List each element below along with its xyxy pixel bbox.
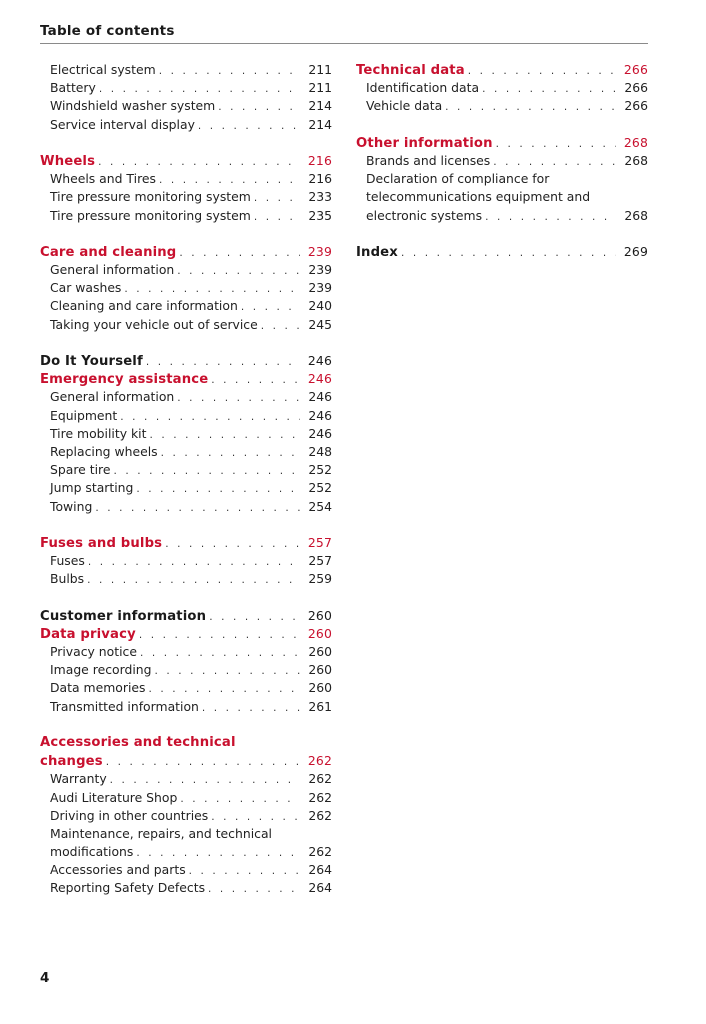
toc-entry[interactable] xyxy=(356,170,648,188)
toc-entry-label: Driving in other countries xyxy=(50,807,209,823)
toc-entry-label: Vehicle data xyxy=(366,98,443,114)
page-number: 4 xyxy=(40,970,50,986)
dot-leader xyxy=(161,444,300,462)
toc-entry-label: Transmitted information xyxy=(50,698,199,714)
toc-entry-page: 216 xyxy=(308,171,332,187)
toc-entry-page: 262 xyxy=(307,753,332,769)
toc-entry[interactable] xyxy=(40,661,332,679)
toc-entry-page: 239 xyxy=(308,262,332,278)
toc-entry-page: 257 xyxy=(308,553,332,569)
toc-section-entry[interactable] xyxy=(356,243,648,261)
toc-entry-label: Tire pressure monitoring system xyxy=(50,189,251,205)
dot-leader xyxy=(146,353,300,371)
toc-entry[interactable] xyxy=(40,789,332,807)
toc-entry-label: Technical data xyxy=(356,63,465,78)
dot-leader xyxy=(154,662,300,680)
toc-entry-label: General information xyxy=(50,262,175,278)
toc-entry-page: 262 xyxy=(308,807,332,823)
dot-leader xyxy=(88,553,300,571)
toc-entry-label: Image recording xyxy=(50,662,152,678)
toc-entry-label: Identification data xyxy=(366,80,480,96)
dot-leader xyxy=(98,153,300,171)
dot-leader xyxy=(136,844,300,862)
dot-leader xyxy=(261,317,300,335)
toc-section-entry[interactable] xyxy=(356,61,648,79)
toc-entry[interactable] xyxy=(40,643,332,661)
toc-entry-page: 254 xyxy=(308,498,332,514)
toc-entry[interactable] xyxy=(40,116,332,134)
toc-entry-label: Fuses and bulbs xyxy=(40,535,163,551)
toc-entry-page: 239 xyxy=(307,243,332,259)
toc-entry-page: 235 xyxy=(308,207,332,223)
toc-entry-label: Battery xyxy=(50,80,96,96)
dot-leader xyxy=(139,626,300,644)
toc-entry-page: 260 xyxy=(307,607,332,623)
page-title: Table of contents xyxy=(40,23,175,39)
toc-entry-page: 214 xyxy=(308,98,332,114)
toc-entry-label: Taking your vehicle out of service xyxy=(50,316,258,332)
toc-section-entry[interactable] xyxy=(40,734,332,752)
toc-entry-label: Care and cleaning xyxy=(40,244,177,260)
toc-entry-label: Declaration of compliance for xyxy=(366,171,550,187)
toc-entry-page: 246 xyxy=(308,407,332,423)
toc-entry-label: Other information xyxy=(356,135,493,151)
toc-entry-label: Wheels xyxy=(40,153,96,169)
toc-entry[interactable] xyxy=(40,207,332,225)
toc-entry[interactable] xyxy=(40,861,332,879)
dot-leader xyxy=(198,117,300,135)
toc-entry-label: Cleaning and care information xyxy=(50,298,238,314)
toc-entry-label: Audi Literature Shop xyxy=(50,789,178,805)
dot-leader xyxy=(482,80,616,98)
toc-entry[interactable] xyxy=(40,316,332,334)
dot-leader xyxy=(124,280,300,298)
page-header xyxy=(40,23,648,44)
dot-leader xyxy=(189,862,300,880)
toc-entry[interactable] xyxy=(40,279,332,297)
dot-leader xyxy=(208,880,300,898)
toc-entry-page: 211 xyxy=(308,80,332,96)
toc-entry-page: 266 xyxy=(624,80,648,96)
toc-entry-label: Service interval display xyxy=(50,116,195,132)
toc-entry-page: 239 xyxy=(308,280,332,296)
toc-entry-page: 252 xyxy=(308,462,332,478)
dot-leader xyxy=(159,62,300,80)
toc-entry-page: 214 xyxy=(308,116,332,132)
toc-section-entry[interactable] xyxy=(356,134,648,152)
toc-entry-page: 264 xyxy=(308,880,332,896)
toc-entry-label: Accessories and technical xyxy=(40,734,236,750)
toc-entry-label: Emergency assistance xyxy=(40,372,209,388)
dot-leader xyxy=(468,62,616,80)
dot-leader xyxy=(140,644,300,662)
toc-entry-label: Customer information xyxy=(40,608,207,624)
toc-entry-page: 262 xyxy=(308,789,332,805)
toc-entry[interactable] xyxy=(356,152,648,170)
dot-leader xyxy=(241,298,300,316)
toc-section-entry[interactable] xyxy=(40,534,332,552)
toc-entry[interactable] xyxy=(40,297,332,315)
dot-leader xyxy=(113,462,300,480)
toc-entry[interactable] xyxy=(356,97,648,115)
dot-leader xyxy=(496,135,616,153)
dot-leader xyxy=(106,753,300,771)
toc-entry[interactable] xyxy=(40,407,332,425)
toc-entry-label: Towing xyxy=(50,498,93,514)
dot-leader xyxy=(202,699,300,717)
toc-entry[interactable] xyxy=(40,498,332,516)
toc-entry[interactable] xyxy=(356,79,648,97)
toc-entry-label: Fuses xyxy=(50,553,85,569)
toc-entry-label: Tire mobility kit xyxy=(50,425,147,441)
dot-leader xyxy=(165,535,300,553)
dot-leader xyxy=(87,571,300,589)
toc-entry[interactable] xyxy=(40,552,332,570)
toc-entry-page: 245 xyxy=(308,316,332,332)
dot-leader xyxy=(211,371,300,389)
toc-entry[interactable] xyxy=(40,698,332,716)
toc-entry-label: Data memories xyxy=(50,680,146,696)
toc-entry[interactable] xyxy=(356,207,648,225)
dot-leader xyxy=(149,426,300,444)
dot-leader xyxy=(493,153,616,171)
dot-leader xyxy=(110,771,300,789)
toc-entry[interactable] xyxy=(40,570,332,588)
toc-entry-label: Spare tire xyxy=(50,462,111,478)
toc-entry-page: 216 xyxy=(307,152,332,168)
toc-entry-page: 261 xyxy=(308,698,332,714)
toc-entry-label: Index xyxy=(356,244,398,260)
toc-entry[interactable] xyxy=(40,443,332,461)
dot-leader xyxy=(95,499,300,517)
toc-entry[interactable] xyxy=(40,61,332,79)
toc-entry-label: Bulbs xyxy=(50,571,85,587)
toc-section-entry[interactable] xyxy=(40,607,332,625)
toc-section-entry[interactable] xyxy=(40,752,332,770)
toc-entry-label: Data privacy xyxy=(40,626,136,642)
toc-entry-page: 268 xyxy=(623,134,648,150)
toc-entry-page: 246 xyxy=(308,425,332,441)
toc-entry-page: 268 xyxy=(624,207,648,223)
toc-entry-page: 248 xyxy=(308,443,332,459)
toc-entry[interactable] xyxy=(40,79,332,97)
dot-leader xyxy=(148,680,300,698)
toc-entry-page: 262 xyxy=(308,844,332,860)
dot-leader xyxy=(209,608,300,626)
toc-entry[interactable] xyxy=(40,261,332,279)
toc-section-entry[interactable] xyxy=(40,243,332,261)
toc-entry-page: 260 xyxy=(308,680,332,696)
toc-entry-page: 257 xyxy=(307,534,332,550)
toc-entry[interactable] xyxy=(40,479,332,497)
dot-leader xyxy=(99,80,300,98)
toc-entry-page: 211 xyxy=(308,62,332,77)
toc-entry-label: Windshield washer system xyxy=(50,98,216,114)
toc-entry[interactable] xyxy=(40,461,332,479)
toc-entry-label: electronic systems xyxy=(366,207,483,223)
toc-entry[interactable] xyxy=(40,807,332,825)
toc-entry[interactable] xyxy=(40,388,332,406)
toc-entry-label: changes xyxy=(40,754,103,770)
toc-entry[interactable] xyxy=(40,188,332,206)
dot-leader xyxy=(120,408,300,426)
toc-entry[interactable] xyxy=(40,770,332,788)
toc-entry-label: Equipment xyxy=(50,407,118,423)
toc-entry-label: Tire pressure monitoring system xyxy=(50,207,251,223)
toc-entry-label: Car washes xyxy=(50,280,122,296)
dot-leader xyxy=(177,389,300,407)
toc-entry-label: Replacing wheels xyxy=(50,443,158,459)
toc-entry-page: 260 xyxy=(307,625,332,641)
toc-entry-label: General information xyxy=(50,389,175,405)
toc-entry-label: modifications xyxy=(50,844,134,860)
toc-entry-page: 266 xyxy=(624,98,648,114)
dot-leader xyxy=(159,171,300,189)
toc-entry[interactable] xyxy=(40,170,332,188)
dot-leader xyxy=(401,244,616,262)
dot-leader xyxy=(254,189,300,207)
toc-section-entry[interactable] xyxy=(40,352,332,370)
toc-entry-label: Maintenance, repairs, and technical xyxy=(50,825,272,841)
toc-entry-page: 240 xyxy=(308,298,332,314)
toc-entry-page: 260 xyxy=(308,662,332,678)
dot-leader xyxy=(180,790,300,808)
toc-entry-page: 246 xyxy=(307,371,332,387)
dot-leader xyxy=(218,98,300,116)
dot-leader xyxy=(254,208,300,226)
toc-entry-page: 260 xyxy=(308,644,332,659)
toc-entry-page: 264 xyxy=(308,862,332,878)
toc-entry-label: telecommunications equipment and xyxy=(366,189,591,205)
toc-entry-page: 269 xyxy=(623,243,648,259)
dot-leader xyxy=(485,208,616,226)
toc-entry-page: 268 xyxy=(624,152,648,168)
dot-leader xyxy=(179,244,300,262)
toc-entry-label: Jump starting xyxy=(50,480,134,496)
toc-entry[interactable] xyxy=(40,825,332,843)
toc-entry-page: 246 xyxy=(307,353,332,368)
toc-entry-page: 233 xyxy=(308,189,332,205)
toc-entry-label: Privacy notice xyxy=(50,644,137,659)
toc-entry-label: Accessories and parts xyxy=(50,862,186,878)
toc-entry-page: 259 xyxy=(308,571,332,587)
toc-entry-page: 246 xyxy=(308,389,332,405)
toc-entry[interactable] xyxy=(40,879,332,897)
toc-entry-label: Electrical system xyxy=(50,62,156,77)
toc-entry[interactable] xyxy=(40,843,332,861)
dot-leader xyxy=(211,808,300,826)
toc-right-column xyxy=(356,61,648,261)
dot-leader xyxy=(136,480,300,498)
toc-entry-page: 266 xyxy=(623,62,648,77)
toc-entry-label: Warranty xyxy=(50,771,107,787)
toc-section-entry[interactable] xyxy=(40,625,332,643)
toc-entry[interactable] xyxy=(40,97,332,115)
toc-entry-label: Do It Yourself xyxy=(40,354,143,369)
dot-leader xyxy=(445,98,616,116)
toc-left-column xyxy=(40,61,332,898)
toc-entry-page: 262 xyxy=(308,771,332,787)
toc-entry-label: Reporting Safety Defects xyxy=(50,880,206,896)
toc-entry[interactable] xyxy=(356,188,648,206)
toc-section-entry[interactable] xyxy=(40,152,332,170)
dot-leader xyxy=(177,262,300,280)
toc-section-entry[interactable] xyxy=(40,370,332,388)
toc-entry-label: Brands and licenses xyxy=(366,152,491,168)
toc-entry-page: 252 xyxy=(308,480,332,496)
toc-entry[interactable] xyxy=(40,679,332,697)
toc-entry-label: Wheels and Tires xyxy=(50,171,156,187)
toc-entry[interactable] xyxy=(40,425,332,443)
